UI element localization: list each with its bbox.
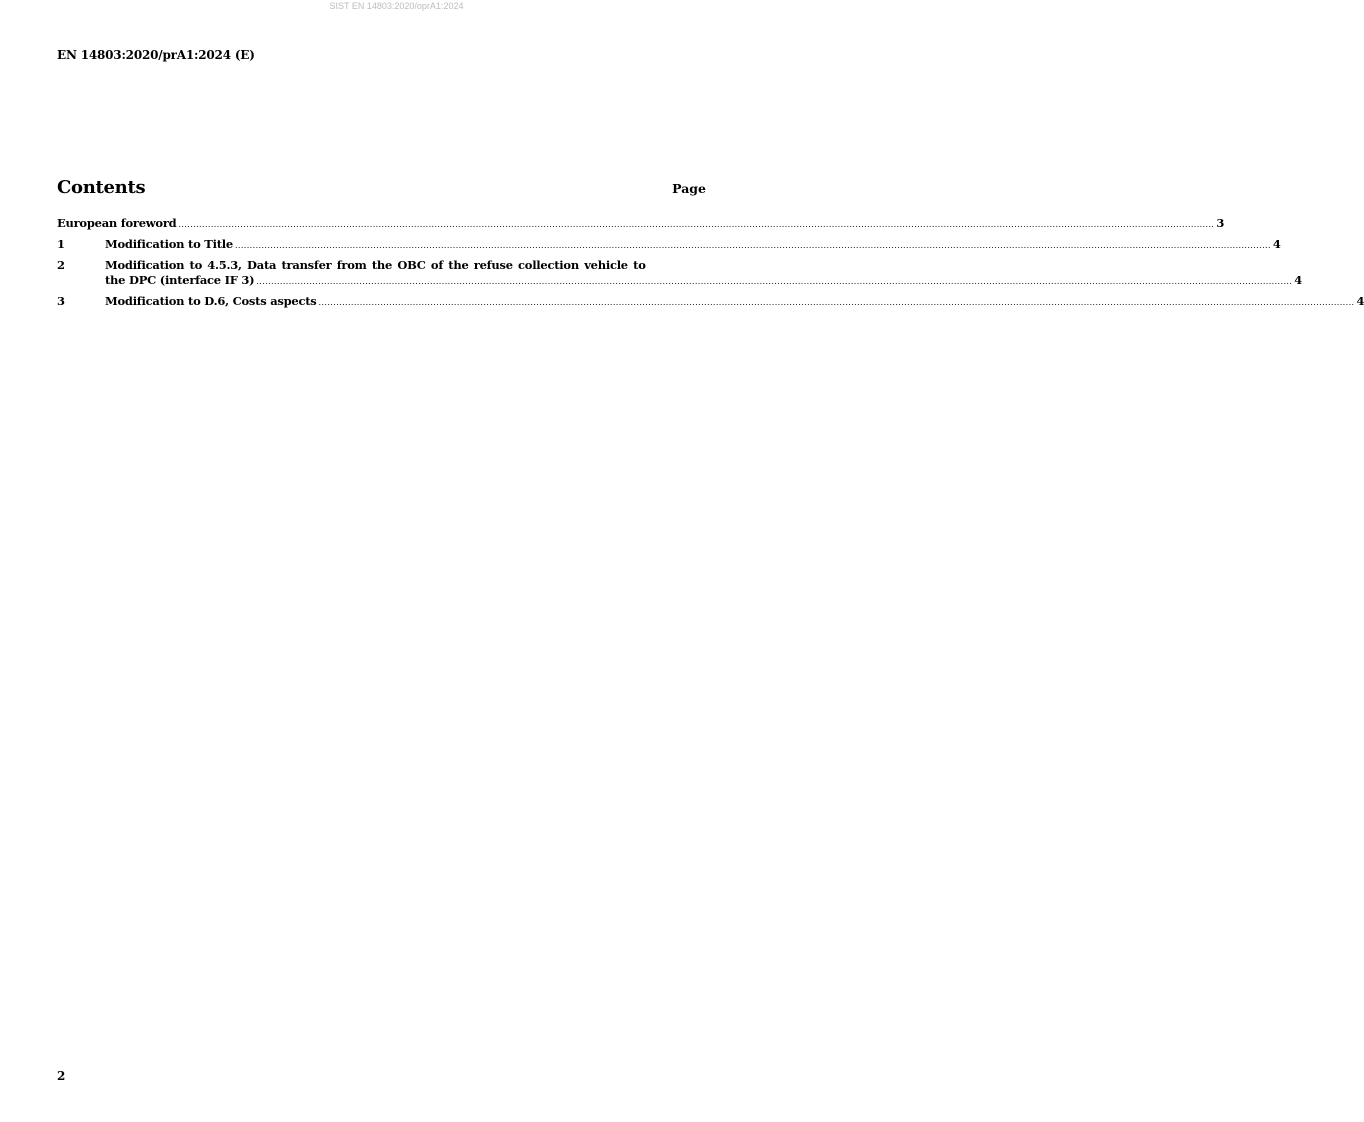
toc-entry-line xyxy=(105,273,1302,289)
toc-entry-body xyxy=(105,294,1364,310)
toc-entry-number: 1 xyxy=(57,237,65,251)
toc-entry-text-line2: the DPC (interface IF 3) xyxy=(105,273,255,287)
toc-entry-modification-costs[interactable] xyxy=(57,294,1364,310)
toc-entry-page: 4 xyxy=(1356,294,1364,308)
toc-entry-number: 2 xyxy=(57,258,65,272)
toc-entry-text: European foreword xyxy=(57,216,177,230)
toc-entry-page: 4 xyxy=(1272,237,1281,251)
toc-entry-modification-data-transfer[interactable] xyxy=(57,258,1303,289)
toc-entry-line xyxy=(105,294,1364,310)
toc-entry-body xyxy=(105,237,1281,253)
page-number: 2 xyxy=(57,1069,66,1083)
toc-page-label: Page xyxy=(672,181,706,196)
toc-entry-text: Modification to Title xyxy=(105,237,233,251)
dot-leader xyxy=(256,274,1292,289)
toc-entry-number: 3 xyxy=(57,294,65,308)
document-id: EN 14803:2020/prA1:2024 (E) xyxy=(57,48,255,62)
toc-entry-text: Modification to D.6, Costs aspects xyxy=(105,294,317,308)
toc-header xyxy=(57,172,706,198)
dot-leader xyxy=(319,295,1355,310)
toc-title: Contents xyxy=(57,177,146,198)
dot-leader xyxy=(235,238,1271,253)
toc-entry-page: 3 xyxy=(1216,216,1225,230)
toc-entry-modification-title[interactable] xyxy=(57,237,1281,253)
toc-entry-line xyxy=(105,237,1281,253)
toc-entry-european-foreword[interactable] xyxy=(57,216,1225,232)
toc-entry-text-line1: Modification to 4.5.3, Data transfer from the OBC of the refuse collection vehicle to xyxy=(105,258,646,272)
toc-entry-body xyxy=(105,258,1302,289)
table-of-contents xyxy=(57,216,1364,315)
dot-leader xyxy=(178,217,1214,232)
toc-entry-page: 4 xyxy=(1294,273,1303,287)
toc-entry-body xyxy=(57,216,1224,232)
watermark: SIST EN 14803:2020/oprA1:2024 xyxy=(329,1,464,11)
toc-entry-line xyxy=(57,216,1224,232)
